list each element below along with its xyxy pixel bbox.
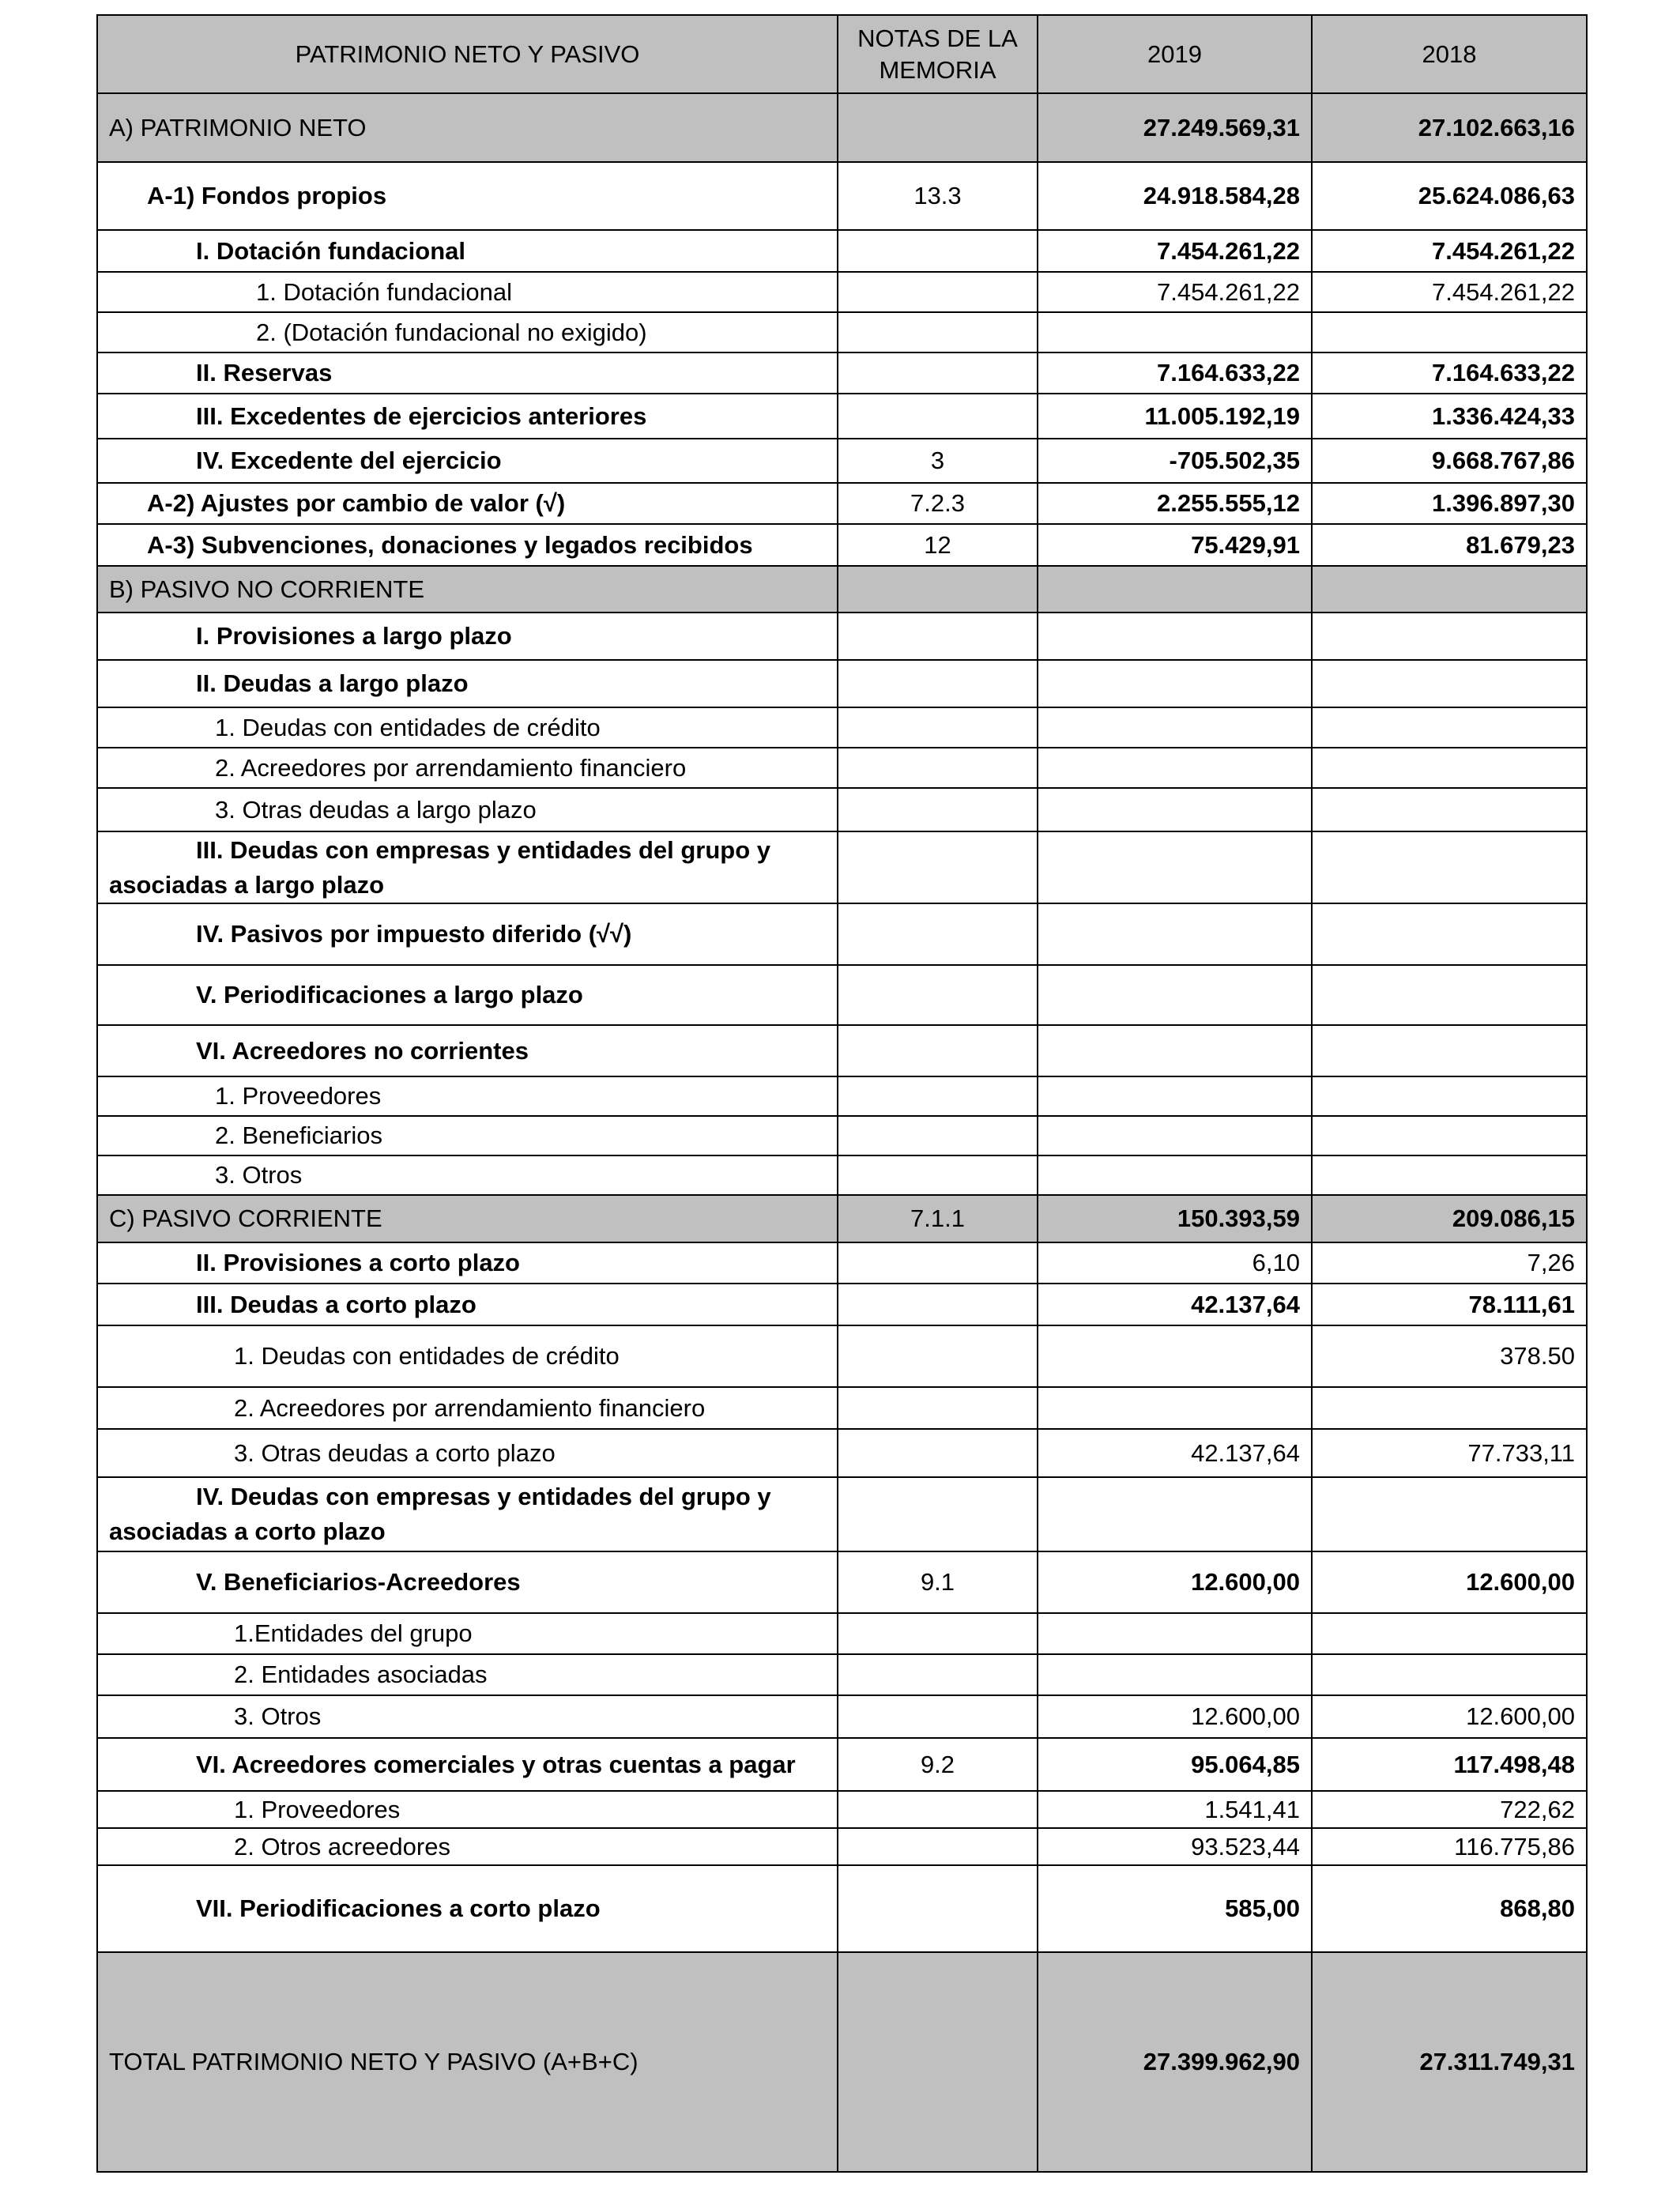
row-label: C) PASIVO CORRIENTE <box>97 1195 838 1242</box>
table-row <box>97 1654 1587 1695</box>
table-row <box>97 439 1587 483</box>
row-value-2018: 9.668.767,86 <box>1312 439 1587 483</box>
row-value-2018 <box>1312 1387 1587 1429</box>
row-value-2018 <box>1312 831 1587 903</box>
row-value-2018 <box>1312 312 1587 352</box>
row-value-2019: -705.502,35 <box>1038 439 1312 483</box>
row-value-2018 <box>1312 566 1587 613</box>
row-value-2019: 12.600,00 <box>1038 1695 1312 1738</box>
row-label: VI. Acreedores comerciales y otras cuentas a pagar <box>97 1738 838 1791</box>
section-row <box>97 1195 1587 1242</box>
table-row <box>97 1025 1587 1076</box>
row-notes <box>838 1387 1038 1429</box>
row-value-2018 <box>1312 748 1587 788</box>
row-value-2019: 2.255.555,12 <box>1038 483 1312 524</box>
row-notes <box>838 1076 1038 1116</box>
row-label: 3. Otros <box>97 1155 838 1195</box>
row-notes: 7.2.3 <box>838 483 1038 524</box>
section-row <box>97 93 1587 162</box>
row-value-2018 <box>1312 1155 1587 1195</box>
header-year-2018: 2018 <box>1312 15 1587 93</box>
table-row <box>97 1613 1587 1654</box>
table-row <box>97 312 1587 352</box>
row-value-2018: 81.679,23 <box>1312 524 1587 566</box>
row-notes <box>838 1791 1038 1828</box>
table-row <box>97 1116 1587 1155</box>
row-value-2018 <box>1312 707 1587 748</box>
row-value-2018: 12.600,00 <box>1312 1551 1587 1613</box>
row-value-2019: 1.541,41 <box>1038 1791 1312 1828</box>
row-value-2019 <box>1038 613 1312 660</box>
table-row <box>97 1828 1587 1865</box>
row-notes <box>838 1477 1038 1551</box>
row-value-2019: 27.399.962,90 <box>1038 1952 1312 2172</box>
row-value-2018: 7,26 <box>1312 1242 1587 1284</box>
row-notes <box>838 660 1038 707</box>
row-value-2018 <box>1312 1477 1587 1551</box>
row-label: IV. Excedente del ejercicio <box>97 439 838 483</box>
row-label: IV. Pasivos por impuesto diferido (√√) <box>97 903 838 965</box>
row-value-2018: 27.311.749,31 <box>1312 1952 1587 2172</box>
row-value-2019 <box>1038 1025 1312 1076</box>
table-row <box>97 1429 1587 1477</box>
table-row <box>97 1791 1587 1828</box>
row-value-2019 <box>1038 707 1312 748</box>
row-notes <box>838 788 1038 831</box>
row-value-2018 <box>1312 788 1587 831</box>
row-notes <box>838 1828 1038 1865</box>
row-value-2019: 7.454.261,22 <box>1038 230 1312 272</box>
row-notes <box>838 1429 1038 1477</box>
table-row <box>97 1155 1587 1195</box>
row-value-2019 <box>1038 748 1312 788</box>
row-label: I. Dotación fundacional <box>97 230 838 272</box>
row-label: 1.Entidades del grupo <box>97 1613 838 1654</box>
table-row <box>97 613 1587 660</box>
row-label: 2. Entidades asociadas <box>97 1654 838 1695</box>
row-label: VII. Periodificaciones a corto plazo <box>97 1865 838 1952</box>
row-label: TOTAL PATRIMONIO NETO Y PASIVO (A+B+C) <box>97 1952 838 2172</box>
row-value-2018: 27.102.663,16 <box>1312 93 1587 162</box>
row-value-2018: 7.164.633,22 <box>1312 352 1587 394</box>
row-notes <box>838 1613 1038 1654</box>
row-label: A-1) Fondos propios <box>97 162 838 230</box>
row-value-2019: 150.393,59 <box>1038 1195 1312 1242</box>
row-label: 3. Otras deudas a largo plazo <box>97 788 838 831</box>
row-notes <box>838 1695 1038 1738</box>
row-label: III. Deudas con empresas y entidades del grupo y asociadas a largo plazo <box>97 831 838 903</box>
row-notes: 12 <box>838 524 1038 566</box>
row-label: 1. Dotación fundacional <box>97 272 838 312</box>
row-value-2019 <box>1038 566 1312 613</box>
row-value-2019 <box>1038 1613 1312 1654</box>
row-value-2019: 585,00 <box>1038 1865 1312 1952</box>
row-value-2019 <box>1038 1387 1312 1429</box>
row-value-2018: 1.396.897,30 <box>1312 483 1587 524</box>
row-notes <box>838 903 1038 965</box>
row-label: 3. Otros <box>97 1695 838 1738</box>
row-notes <box>838 566 1038 613</box>
row-notes <box>838 352 1038 394</box>
row-value-2018 <box>1312 1076 1587 1116</box>
row-notes <box>838 1284 1038 1325</box>
row-value-2018: 7.454.261,22 <box>1312 230 1587 272</box>
row-value-2019 <box>1038 312 1312 352</box>
row-label: 1. Deudas con entidades de crédito <box>97 1325 838 1387</box>
row-value-2018 <box>1312 1613 1587 1654</box>
row-notes <box>838 1654 1038 1695</box>
row-notes: 7.1.1 <box>838 1195 1038 1242</box>
row-value-2018 <box>1312 613 1587 660</box>
row-notes <box>838 1325 1038 1387</box>
row-value-2019 <box>1038 903 1312 965</box>
row-value-2019: 24.918.584,28 <box>1038 162 1312 230</box>
row-value-2018: 116.775,86 <box>1312 1828 1587 1865</box>
section-row <box>97 566 1587 613</box>
row-notes: 3 <box>838 439 1038 483</box>
row-value-2018 <box>1312 965 1587 1025</box>
balance-sheet-table <box>96 14 1588 2173</box>
row-label: A-3) Subvenciones, donaciones y legados recibidos <box>97 524 838 566</box>
header-label: PATRIMONIO NETO Y PASIVO <box>97 15 838 93</box>
table-row <box>97 272 1587 312</box>
row-value-2018 <box>1312 660 1587 707</box>
table-row <box>97 1325 1587 1387</box>
row-notes <box>838 1865 1038 1952</box>
row-value-2019: 42.137,64 <box>1038 1284 1312 1325</box>
table-row <box>97 1865 1587 1952</box>
row-label: III. Excedentes de ejercicios anteriores <box>97 394 838 439</box>
row-label: 1. Proveedores <box>97 1791 838 1828</box>
row-value-2018 <box>1312 1116 1587 1155</box>
table-row <box>97 162 1587 230</box>
row-value-2018: 209.086,15 <box>1312 1195 1587 1242</box>
row-value-2019: 12.600,00 <box>1038 1551 1312 1613</box>
row-value-2018: 378.50 <box>1312 1325 1587 1387</box>
row-label: A) PATRIMONIO NETO <box>97 93 838 162</box>
row-value-2018: 12.600,00 <box>1312 1695 1587 1738</box>
row-value-2019: 6,10 <box>1038 1242 1312 1284</box>
row-value-2018: 25.624.086,63 <box>1312 162 1587 230</box>
row-value-2019 <box>1038 1325 1312 1387</box>
row-notes <box>838 831 1038 903</box>
table-row <box>97 1738 1587 1791</box>
row-value-2018: 722,62 <box>1312 1791 1587 1828</box>
row-value-2019 <box>1038 1654 1312 1695</box>
row-label: 1. Proveedores <box>97 1076 838 1116</box>
row-notes <box>838 748 1038 788</box>
row-notes <box>838 93 1038 162</box>
table-row <box>97 1387 1587 1429</box>
table-row <box>97 748 1587 788</box>
row-label: II. Reservas <box>97 352 838 394</box>
table-row <box>97 1284 1587 1325</box>
row-notes <box>838 613 1038 660</box>
row-label: 2. Acreedores por arrendamiento financiero <box>97 1387 838 1429</box>
row-value-2019 <box>1038 1116 1312 1155</box>
table-row <box>97 483 1587 524</box>
row-notes <box>838 312 1038 352</box>
row-label: I. Provisiones a largo plazo <box>97 613 838 660</box>
row-value-2018: 117.498,48 <box>1312 1738 1587 1791</box>
row-value-2019: 75.429,91 <box>1038 524 1312 566</box>
table-row <box>97 394 1587 439</box>
row-label: 2. (Dotación fundacional no exigido) <box>97 312 838 352</box>
row-value-2019: 42.137,64 <box>1038 1429 1312 1477</box>
table-row <box>97 965 1587 1025</box>
row-notes <box>838 1155 1038 1195</box>
row-notes <box>838 1025 1038 1076</box>
table-row <box>97 1695 1587 1738</box>
header-row <box>97 15 1587 93</box>
table-row <box>97 831 1587 903</box>
row-value-2019 <box>1038 831 1312 903</box>
row-label: II. Provisiones a corto plazo <box>97 1242 838 1284</box>
table-row <box>97 788 1587 831</box>
row-label: VI. Acreedores no corrientes <box>97 1025 838 1076</box>
table-row <box>97 1242 1587 1284</box>
row-value-2019 <box>1038 1477 1312 1551</box>
row-label: 1. Deudas con entidades de crédito <box>97 707 838 748</box>
table-row <box>97 707 1587 748</box>
row-label: II. Deudas a largo plazo <box>97 660 838 707</box>
row-notes <box>838 1952 1038 2172</box>
table-row <box>97 1477 1587 1551</box>
row-value-2018: 7.454.261,22 <box>1312 272 1587 312</box>
row-value-2019 <box>1038 1155 1312 1195</box>
row-label: 2. Beneficiarios <box>97 1116 838 1155</box>
row-value-2019: 7.164.633,22 <box>1038 352 1312 394</box>
total-row <box>97 1952 1587 2172</box>
row-notes <box>838 1242 1038 1284</box>
row-value-2019 <box>1038 965 1312 1025</box>
row-value-2018 <box>1312 1654 1587 1695</box>
row-label: A-2) Ajustes por cambio de valor (√) <box>97 483 838 524</box>
row-value-2019: 11.005.192,19 <box>1038 394 1312 439</box>
row-value-2019: 93.523,44 <box>1038 1828 1312 1865</box>
row-label: V. Beneficiarios-Acreedores <box>97 1551 838 1613</box>
row-value-2018: 868,80 <box>1312 1865 1587 1952</box>
row-value-2019 <box>1038 660 1312 707</box>
row-label: 2. Otros acreedores <box>97 1828 838 1865</box>
balance-sheet-body <box>97 15 1587 2172</box>
row-notes <box>838 394 1038 439</box>
row-value-2019: 27.249.569,31 <box>1038 93 1312 162</box>
row-label: 2. Acreedores por arrendamiento financiero <box>97 748 838 788</box>
row-value-2019 <box>1038 1076 1312 1116</box>
table-row <box>97 1551 1587 1613</box>
row-notes <box>838 1116 1038 1155</box>
row-notes <box>838 707 1038 748</box>
row-value-2019 <box>1038 788 1312 831</box>
row-value-2018 <box>1312 903 1587 965</box>
row-label: 3. Otras deudas a corto plazo <box>97 1429 838 1477</box>
table-row <box>97 1076 1587 1116</box>
row-value-2019: 95.064,85 <box>1038 1738 1312 1791</box>
row-notes <box>838 272 1038 312</box>
row-label: IV. Deudas con empresas y entidades del grupo y asociadas a corto plazo <box>97 1477 838 1551</box>
row-value-2018: 78.111,61 <box>1312 1284 1587 1325</box>
row-notes: 9.2 <box>838 1738 1038 1791</box>
header-year-2019: 2019 <box>1038 15 1312 93</box>
row-label: B) PASIVO NO CORRIENTE <box>97 566 838 613</box>
row-label: V. Periodificaciones a largo plazo <box>97 965 838 1025</box>
table-row <box>97 524 1587 566</box>
row-label: III. Deudas a corto plazo <box>97 1284 838 1325</box>
row-notes <box>838 965 1038 1025</box>
row-notes: 9.1 <box>838 1551 1038 1613</box>
row-value-2018: 77.733,11 <box>1312 1429 1587 1477</box>
row-value-2018: 1.336.424,33 <box>1312 394 1587 439</box>
table-row <box>97 660 1587 707</box>
header-notes: NOTAS DE LA MEMORIA <box>838 15 1038 93</box>
table-row <box>97 230 1587 272</box>
table-row <box>97 903 1587 965</box>
row-notes: 13.3 <box>838 162 1038 230</box>
table-row <box>97 352 1587 394</box>
row-value-2019: 7.454.261,22 <box>1038 272 1312 312</box>
row-notes <box>838 230 1038 272</box>
row-value-2018 <box>1312 1025 1587 1076</box>
